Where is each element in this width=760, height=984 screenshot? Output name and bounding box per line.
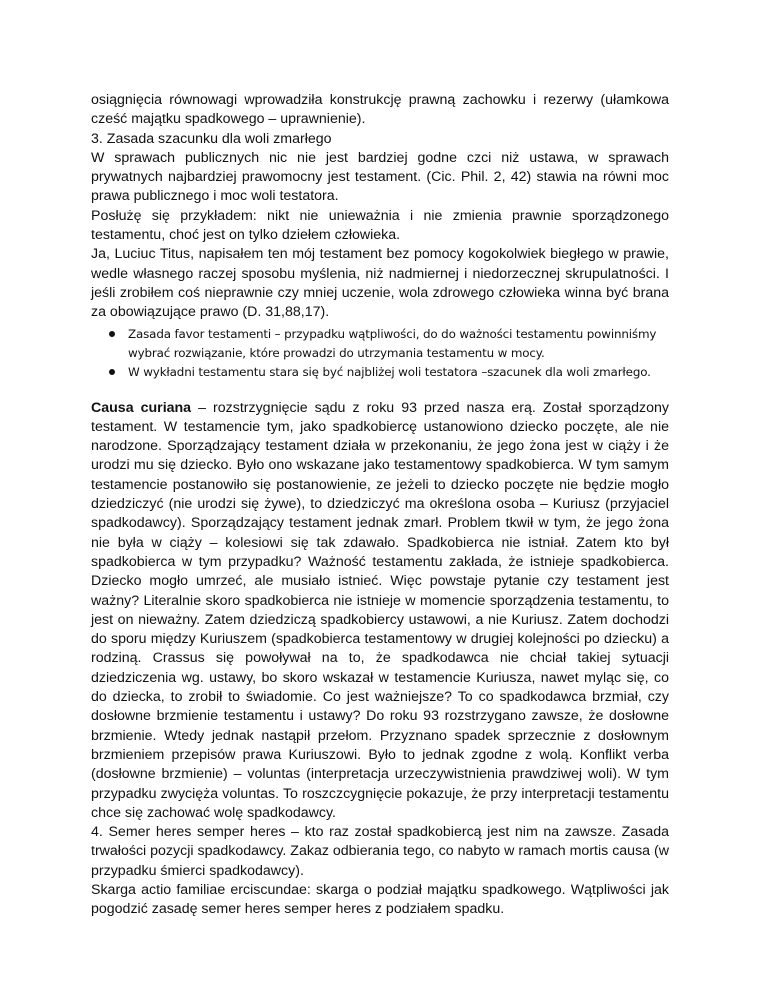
causa-curiana-text: – rozstrzygnięcie sądu z roku 93 przed nasza erą. Został sporządzony testament. W testamencie tym, jako spadkobiercę ustanowiono dziecko poczęte, ale nie narodzone. Sporządzający testament działa w przekonaniu, że jego żona jest w ciąży i że urodzi mu się dziecko. Było ono wskazane jako testamentowy spadkobierca. W tym samym testamencie postanowiło się postanowienie, ze jeżeli to dziecko poczęte nie będzie mogło dziedziczyć (nie urodzi się żywe), to dziedziczyć ma określona osoba – Kuriusz (przyjaciel spadkodawcy). Sporządzający testament jednak zmarł. Problem tkwił w tym, że jego żona nie była w ciąży – kolesiowi się tak zdawało. Spadkobierca nie istniał. Zatem kto był spadkobierca w tym przypadku? Ważność testamentu zakłada, że istnieje spadkobierca. Dziecko mogło umrzeć, ale musiało istnieć. Więc powstaje pytanie czy testament jest ważny? Literalnie skoro spadkobierca nie istnieje w momencie sporządzenia testamentu, to jest on nieważny. Zatem dziedziczą spadkobiercy ustawowi, a nie Kuriusz. Zatem dochodzi do sporu między Kuriuszem (spadkobierca testamentowy w drugiej kolejności po dziecku) a rodziną. Crassus się powoływał na to, że spadkodawca nie chciał takiej sytuacji dziedziczenia wg. ustawy, bo skoro wskazał w testamencie Kuriusza, nawet myląc się, co do dziecka, to zrobił to świadomie. Co jest ważniejsze? To co spadkodawca brzmiał, czy dosłowne brzmienie testamentu i ustawy? Do roku 93 rozstrzygano zawsze, że dosłowne brzmienie. Wtedy jednak nastąpił przełom. Przyznano spadek sprzecznie z dosłownym brzmieniem przepisów prawa Kuriuszowi. Było to jednak zgodne z wolą. Konflikt verba (dosłowne brzmienie) – voluntas (interpretacja urzeczywistnienia prawdziwej woli). W tym przypadku zwycięża voluntas. To roszczcygnięcie pokazuje, że przy interpretacji testamentu chce się zachować wolę spadkodawcy. (91, 399, 669, 821)
bullet-list (91, 325, 669, 382)
paragraph-causa-curiana (91, 399, 669, 824)
list-item (109, 363, 669, 382)
bullet-text-favor-testamenti: Zasada favor testamenti – przypadku wątpliwości, do do ważności testamentu powinniśmy wybrać rozwiązanie, które prowadzi do utrzymania testamentu w mocy. (128, 326, 657, 360)
bullet-icon (109, 369, 115, 375)
paragraph-reserve: osiągnięcia równowagi wprowadziła konstrukcję prawną zachowku i rezerwy (ułamkowa cześć majątku spadkowego – uprawnienie). (91, 92, 669, 128)
bullet-icon (109, 331, 115, 337)
term-causa-curiana: Causa curiana (91, 399, 192, 416)
paragraph-titus-testament: Ja, Luciuc Titus, napisałem ten mój testament bez pomocy kogokolwiek biegłego w prawie, wedle własnego raczej sposobu myślenia, niż nadmiernej i niedorzecznej skrupulatności. I jeśli zrobiłem coś nieprawnie czy mniej uczenie, wola zdrowego człowieka winna być brana za obowiązujące prawo (D. 31,88,17). (91, 246, 669, 321)
paragraph-actio-familiae: Skarga actio familiae erciscundae: skarga o podział majątku spadkowego. Wątpliwości jak pogodzić zasadę semer heres semper heres z podziałem spadku. (91, 881, 669, 918)
paragraph-semper-heres: 4. Semer heres semper heres – kto raz został spadkobiercą jest nim na zawsze. Zasada trwałości pozycji spadkodawcy. Zakaz odbierania tego, co nabyto w ramach mortis causa (w przypadku śmierci spadkodawcy). (91, 824, 669, 879)
list-item (109, 325, 669, 363)
paragraph-cicero-quote: W sprawach publicznych nic nie jest bardziej godne czci niż ustawa, w sprawach prywatnych najbardziej prawomocny jest testament. (Cic. Phil. 2, 42) stawia na równi moc prawa publicznego i moc woli testatora. (91, 149, 669, 205)
document-body (91, 91, 669, 920)
paragraph-example: Posłużę się przykładem: nikt nie unieważnia i nie zmienia prawnie sporządzonego testamentu, choć jest on tylko dziełem człowieka. (91, 207, 669, 244)
bullet-text-interpretation: W wykładni testamentu stara się być najbliżej woli testatora –szacunek dla woli zmarłego. (128, 364, 651, 379)
heading-principle-3: 3. Zasada szacunku dla woli zmarłego (91, 130, 332, 147)
paragraph-gap (91, 382, 669, 399)
